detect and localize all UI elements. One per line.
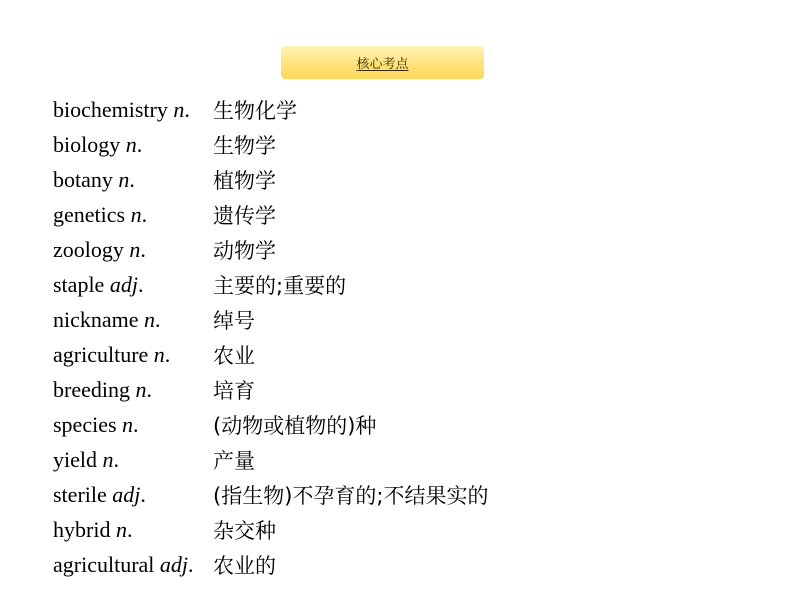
- vocab-meaning: 产量: [213, 448, 255, 473]
- vocab-term: botany n.: [53, 166, 135, 192]
- vocab-pos: adj: [159, 551, 189, 577]
- vocab-pos: n: [153, 341, 165, 367]
- vocab-term: agricultural adj.: [53, 551, 194, 577]
- vocab-pos: adj: [109, 271, 138, 297]
- vocab-term: biochemistry n.: [53, 96, 190, 122]
- vocabulary-list: [53, 92, 488, 582]
- vocab-word: zoology: [53, 236, 124, 262]
- vocab-term: sterile adj.: [53, 481, 146, 507]
- vocab-meaning: 生物化学: [213, 98, 297, 123]
- vocab-word: botany: [53, 166, 113, 192]
- vocab-row: [53, 267, 488, 302]
- vocab-term: staple adj.: [53, 271, 144, 297]
- vocab-meaning: (动物或植物的)种: [213, 413, 377, 438]
- vocab-row: [53, 442, 488, 477]
- vocab-term: biology n.: [53, 131, 143, 157]
- vocab-word: biochemistry: [53, 96, 168, 122]
- vocab-term: breeding n.: [53, 376, 152, 402]
- vocab-term: yield n.: [53, 446, 119, 472]
- vocab-pos: n: [122, 411, 134, 437]
- vocab-meaning: 农业: [213, 343, 255, 368]
- vocab-row: [53, 407, 488, 442]
- vocab-meaning: 绰号: [213, 308, 255, 333]
- vocab-meaning: 遗传学: [213, 203, 276, 228]
- vocab-pos: adj: [112, 481, 141, 507]
- vocab-word: sterile: [53, 481, 107, 507]
- vocab-meaning: 培育: [213, 378, 255, 403]
- vocab-pos: n: [115, 516, 127, 542]
- vocab-word: agriculture: [53, 341, 149, 367]
- vocab-row: [53, 372, 488, 407]
- vocab-meaning: 主要的;重要的: [213, 273, 347, 298]
- vocab-row: [53, 337, 488, 372]
- vocab-row: [53, 512, 488, 547]
- vocab-meaning: 植物学: [213, 168, 276, 193]
- vocab-term: agriculture n.: [53, 341, 171, 367]
- vocab-row: [53, 547, 488, 582]
- vocab-word: agricultural: [53, 551, 155, 577]
- vocab-meaning: (指生物)不孕育的;不结果实的: [213, 483, 489, 508]
- vocab-word: species: [53, 411, 117, 437]
- vocab-row: [53, 232, 488, 267]
- vocab-word: staple: [53, 271, 105, 297]
- vocab-row: [53, 302, 488, 337]
- vocab-row: [53, 92, 488, 127]
- section-badge: [281, 46, 484, 79]
- vocab-term: species n.: [53, 411, 139, 437]
- vocab-row: [53, 197, 488, 232]
- vocab-meaning: 杂交种: [213, 518, 276, 543]
- vocab-row: [53, 127, 488, 162]
- vocab-term: genetics n.: [53, 201, 148, 227]
- vocab-pos: n: [129, 236, 141, 262]
- vocab-word: yield: [53, 446, 97, 472]
- vocab-pos: n: [135, 376, 147, 402]
- section-badge-label: 核心考点: [356, 57, 409, 72]
- vocab-pos: n: [125, 131, 137, 157]
- vocab-word: breeding: [53, 376, 130, 402]
- vocab-word: biology: [53, 131, 121, 157]
- vocab-meaning: 生物学: [213, 133, 276, 158]
- vocab-pos: n: [102, 446, 114, 472]
- vocab-pos: n: [118, 166, 130, 192]
- vocab-meaning: 动物学: [213, 238, 276, 263]
- vocab-word: hybrid: [53, 516, 111, 542]
- vocab-term: zoology n.: [53, 236, 146, 262]
- vocab-word: genetics: [53, 201, 126, 227]
- vocab-meaning: 农业的: [213, 553, 276, 578]
- vocab-pos: n: [130, 201, 142, 227]
- vocab-word: nickname: [53, 306, 139, 332]
- vocab-term: hybrid n.: [53, 516, 133, 542]
- vocab-row: [53, 162, 488, 197]
- vocab-row: [53, 477, 488, 512]
- vocab-pos: n: [173, 96, 185, 122]
- vocab-pos: n: [144, 306, 156, 332]
- vocab-term: nickname n.: [53, 306, 161, 332]
